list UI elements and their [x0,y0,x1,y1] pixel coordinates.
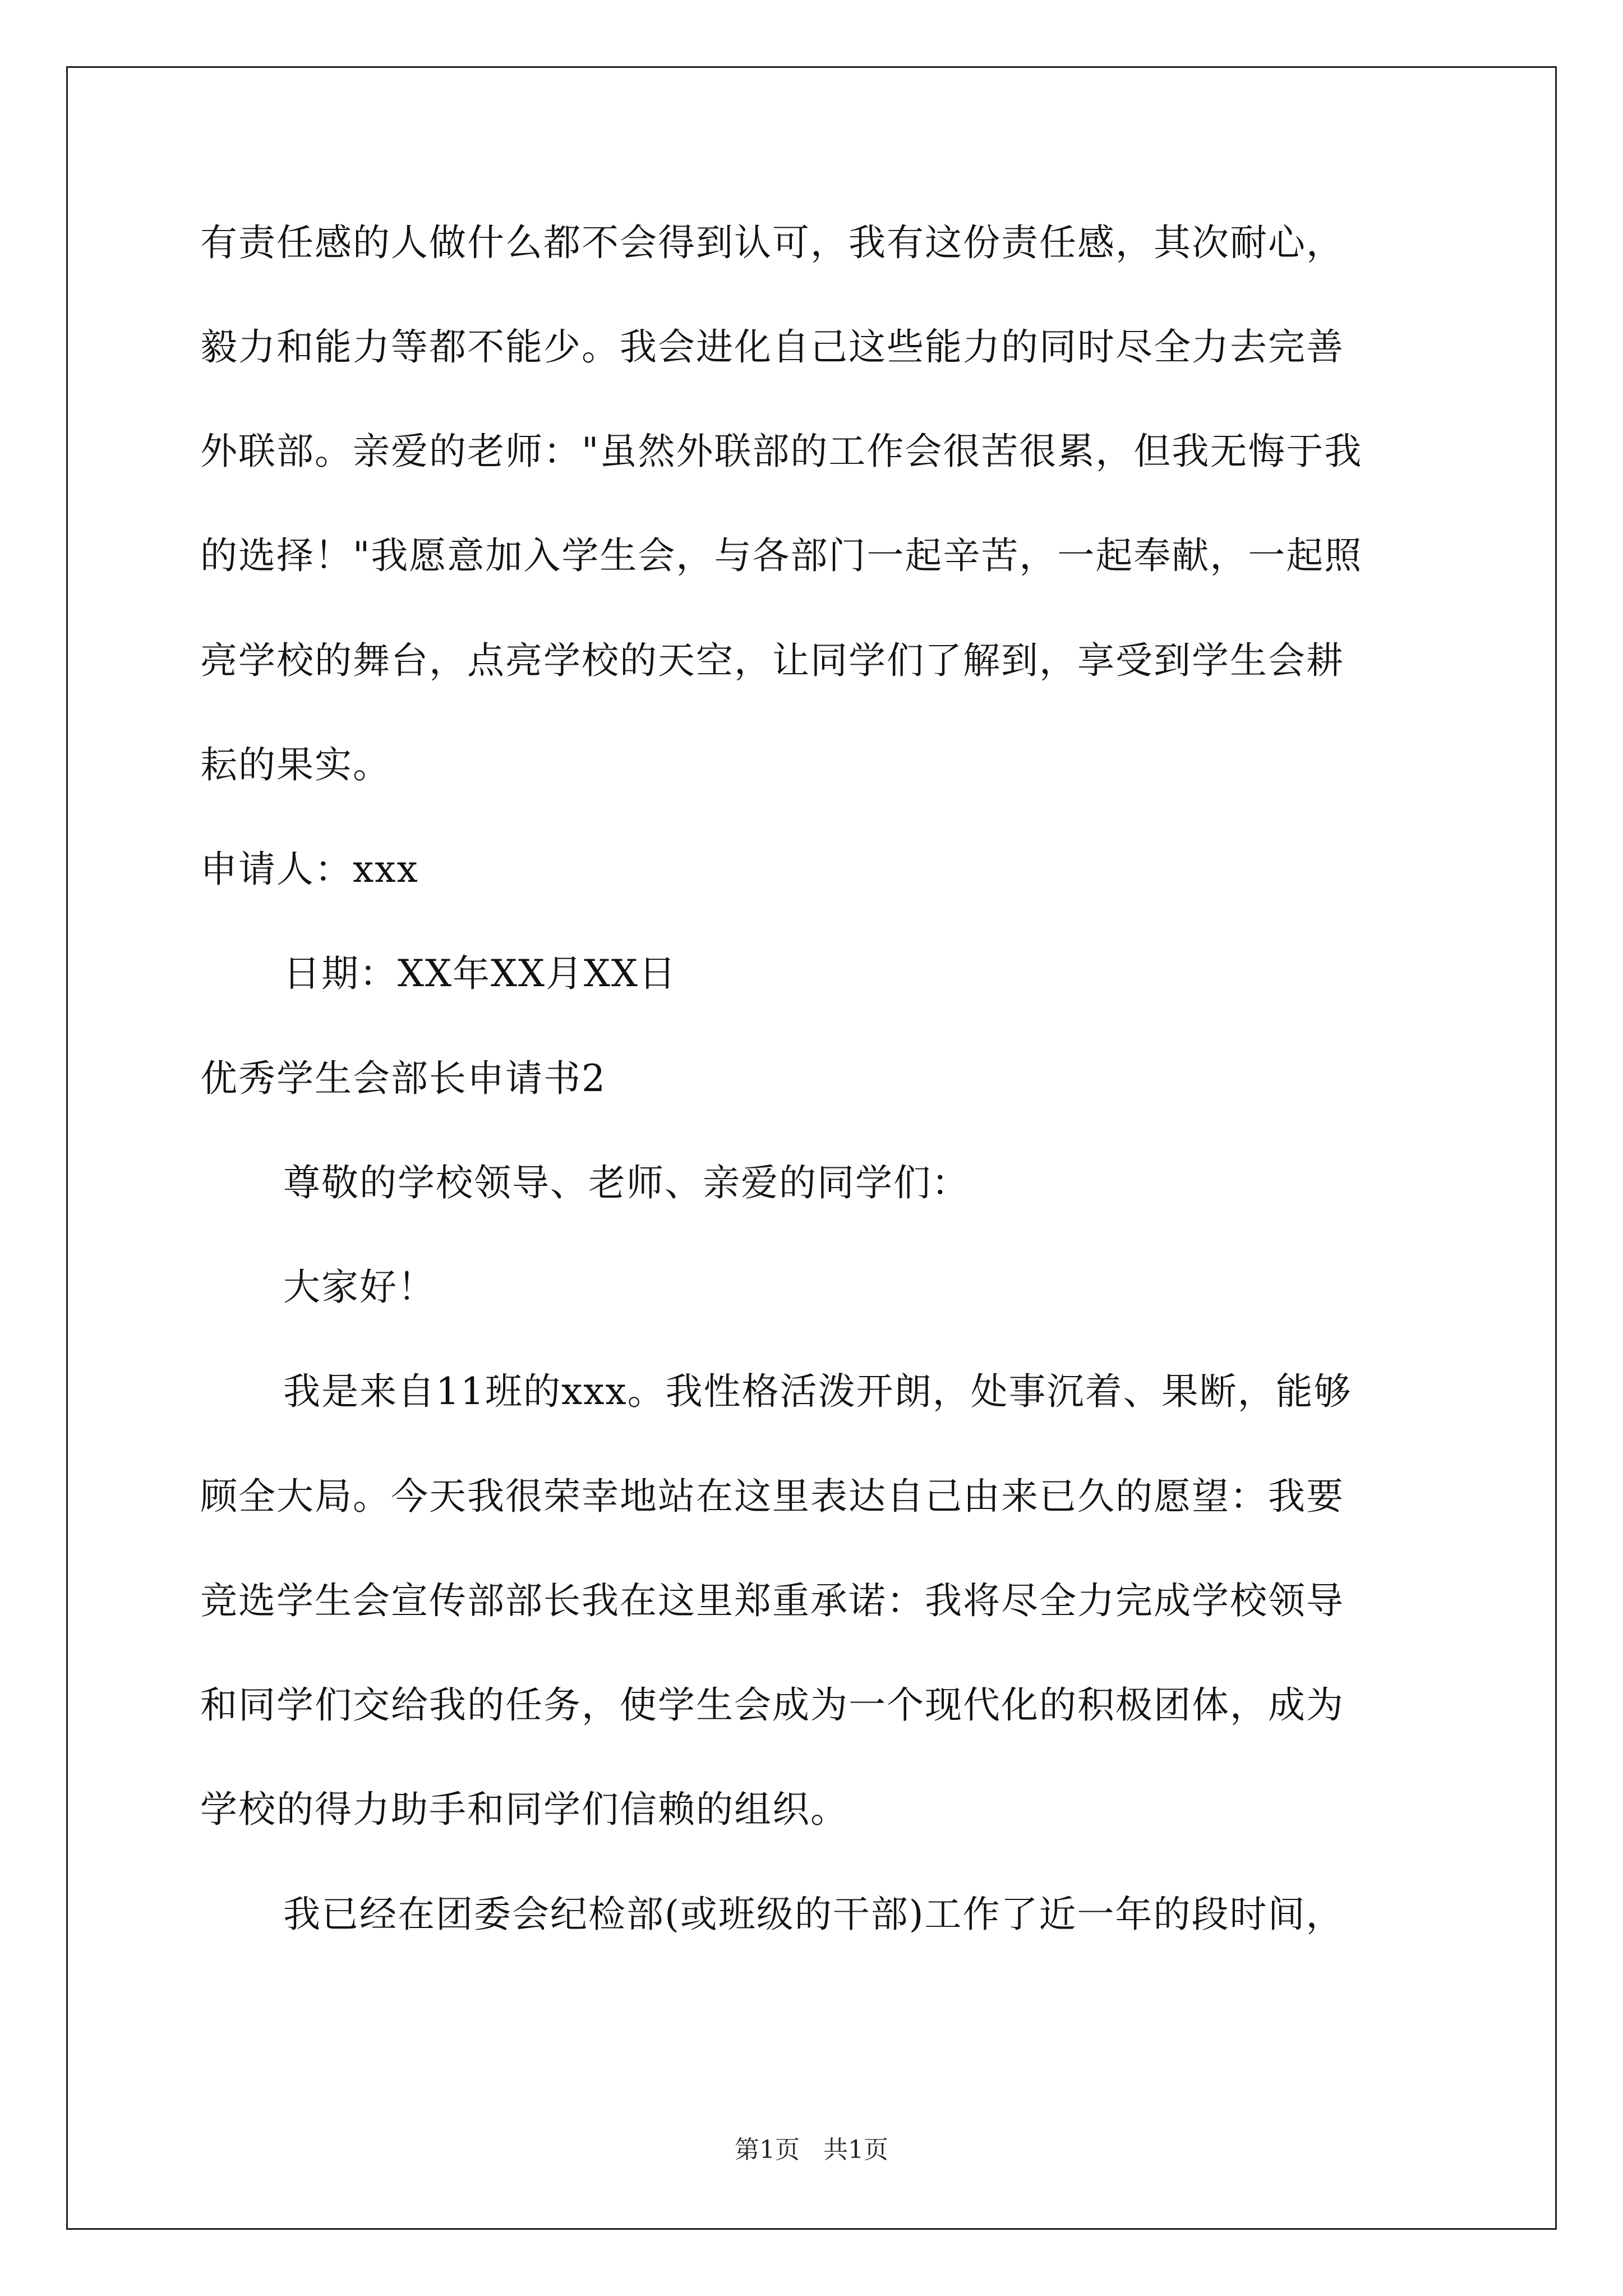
text-line: 和同学们交给我的任务，使学生会成为一个现代化的积极团体，成为 [200,1683,1344,1727]
text-line: 耘的果实。 [200,743,391,786]
greeting: 大家好！ [283,1266,436,1309]
text-line: 有责任感的人做什么都不会得到认可，我有这份责任感，其次耐心， [200,221,1344,264]
text-line: 竞选学生会宣传部部长我在这里郑重承诺：我将尽全力完成学校领导 [200,1579,1344,1622]
date-line: 日期：XX年XX月XX日 [283,952,677,995]
text-line: 顾全大局。今天我很荣幸地站在这里表达自己由来已久的愿望：我要 [200,1475,1344,1518]
section-title: 优秀学生会部长申请书2 [200,1057,606,1100]
text-line: 我已经在团委会纪检部(或班级的干部)工作了近一年的段时间， [283,1893,1344,1936]
text-line: 我是来自11班的xxx。我性格活泼开朗，处事沉着、果断，能够 [283,1370,1352,1413]
text-line: 毅力和能力等都不能少。我会进化自己这些能力的同时尽全力去完善 [200,325,1344,369]
text-line: 亮学校的舞台，点亮学校的天空，让同学们了解到，享受到学生会耕 [200,639,1344,682]
salutation: 尊敬的学校领导、老师、亲爱的同学们： [283,1161,970,1204]
page-footer: 第1页 共1页 [735,2136,888,2164]
text-line: 的选择！"我愿意加入学生会，与各部门一起辛苦，一起奉献，一起照 [200,534,1363,577]
text-line: 外联部。亲爱的老师："虽然外联部的工作会很苦很累，但我无悔于我 [200,430,1363,473]
applicant-line: 申请人：xxx [200,848,419,891]
text-line: 学校的得力助手和同学们信赖的组织。 [200,1788,849,1831]
